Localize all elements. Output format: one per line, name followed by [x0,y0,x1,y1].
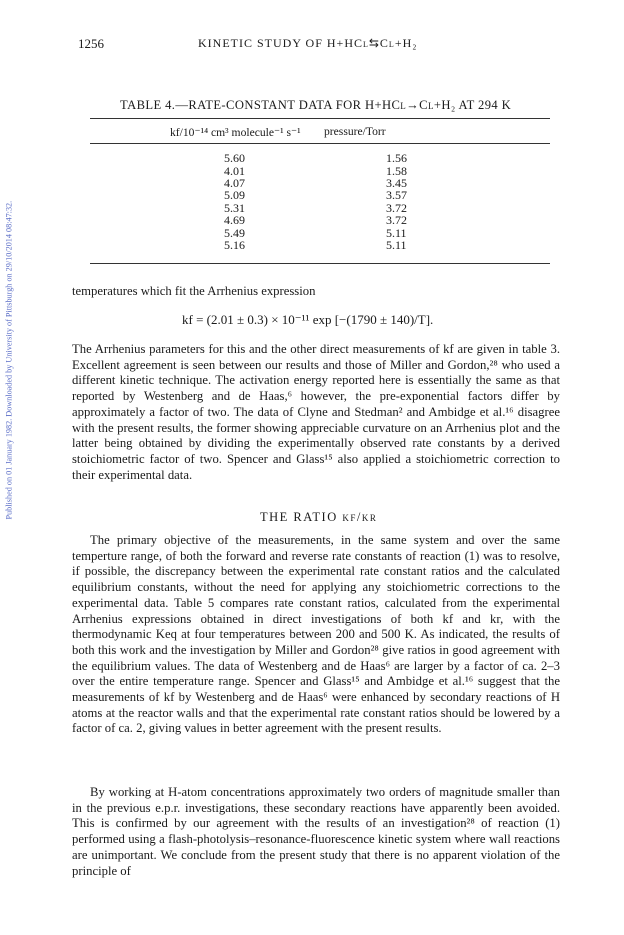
rate-constant-cell: 4.07 [224,175,245,190]
pressure-cell: 3.72 [386,200,407,215]
intro-sentence [72,284,560,300]
arrhenius-equation: kf = (2.01 ± 0.3) × 10⁻¹¹ exp [−(1790 ± 140)/T]. [182,312,434,327]
page-number: 1256 [78,36,104,51]
paragraph-conclusion [72,785,560,879]
download-watermark: Published on 01 January 1982. Downloaded by University of Pittsburgh on 29/10/2014 08:47:32. [4,200,14,520]
rate-constant-cell: 4.69 [224,213,245,228]
paragraph-2-text: The primary objective of the measurements, in the same system and over the same temperture range, of both the forward and reverse rate constants of reaction (1) was to resolve, if possible, the discrepancy between the experimental rate constant ratios and the calculated equilibrium constants, without the need for applying any stoichiometric corrections to the experimental data. Table 5 compares rate constant ratios, calculated from the experimental Arrhenius expressions obtained in direct investigations of both kf and kr, with the thermodynamic Keq at four temperatures between 200 and 500 K. As indicated, the results of both this work and the investigation by Miller and Gordon²⁸ give ratios in good agreement with the equilibrium values. The data of Westenberg and de Haas⁶ are larger by a factor of ca. 2–3 over the entire temperature range. Spencer and Glass¹⁵ and Ambidge et al.¹⁶ suggest that the measurements of kf by Westenberg and de Haas⁶ were enhanced by secondary reactions of H atoms at the reactor walls and that the experimental rate constant ratios should be lowered by a factor of ca. 2, giving values in better agreement with the present results. [72,533,560,736]
rate-constant-cell: 5.60 [224,151,245,166]
table-row [224,239,407,251]
paragraph-arrhenius [72,342,560,483]
rate-constant-cell: 5.09 [224,188,245,203]
pressure-cell: 5.11 [386,225,407,240]
rate-constant-cell: 5.49 [224,225,245,240]
table-row [224,152,407,164]
rate-constant-cell: 4.01 [224,163,245,178]
table-row [224,226,407,238]
table-row [224,202,407,214]
table-top-rule [90,118,550,119]
table-row [224,214,407,226]
intro-text: temperatures which fit the Arrhenius expression [72,284,316,298]
table-bottom-rule [90,263,550,264]
pressure-cell: 3.45 [386,175,407,190]
rate-constant-cell: 5.31 [224,200,245,215]
pressure-cell: 5.11 [386,237,407,252]
pressure-cell: 3.57 [386,188,407,203]
pressure-cell: 1.58 [386,163,407,178]
pressure-cell: 1.56 [386,151,407,166]
paragraph-3-text: By working at H-atom concentrations approximately two orders of magnitude smaller than in the previous e.p.r. investigations, these secondary reactions have apparently been avoided. This is confirmed by our agreement with the results of an investigation²⁸ of reaction (1) performed using a flash-photolysis–resonance-fluorescence kinetic system where wall reactions are unimportant. We conclude from the present study that there is no apparent violation of the principle of [72,785,560,878]
table-row [224,189,407,201]
paragraph-ratio [72,533,560,737]
pressure-cell: 3.72 [386,213,407,228]
table-row [224,177,407,189]
table-header-rule [90,143,550,144]
table-caption: TABLE 4.—RATE-CONSTANT DATA FOR H+HCl→Cl+H₂ AT 294 K [120,98,512,112]
running-title: KINETIC STUDY OF H+HCl⇆Cl+H₂ [198,36,418,50]
paragraph-1-text: The Arrhenius parameters for this and the other direct measurements of kf are given in table 3. Excellent agreement is seen between our results and those of Miller and Gordon,²⁸ who used a different kinetic technique. The activation energy reported here is essentially the same as that reported by Westenberg and de Haas,⁶ however, the pre-exponential factors differ by approximately a factor of two. The data of Clyne and Stedman² and Ambidge et al.¹⁶ disagree with the present results, the former showing appreciable curvature on an Arrhenius plot and the latter being obtained by dividing the experimentally observed rate constants by a derived stoichiometric factor of two. Spencer and Glass¹⁵ also applied a stoichiometric correction to their experimental data. [72,342,560,482]
rate-constant-table [224,152,407,251]
table-col1-header: kf/10⁻¹⁴ cm³ molecule⁻¹ s⁻¹ [170,126,301,139]
table-row [224,164,407,176]
table-col2-header: pressure/Torr [324,125,386,138]
section-heading: THE RATIO kf/kr [260,510,378,524]
rate-constant-cell: 5.16 [224,237,245,252]
